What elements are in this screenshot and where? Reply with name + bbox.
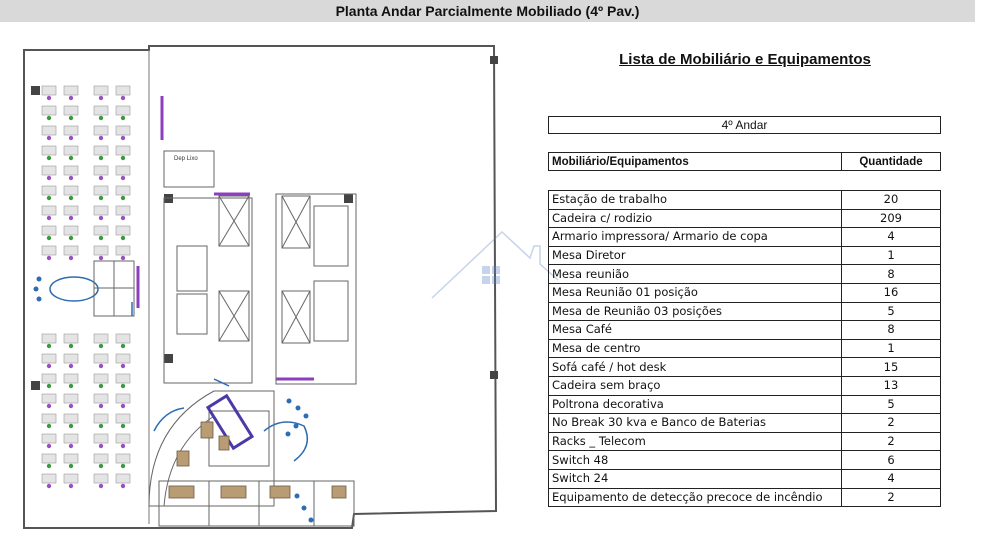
item-quantity: 4 [842, 228, 941, 247]
item-name: Cadeira c/ rodizio [549, 209, 842, 228]
item-name: Mesa reunião [549, 265, 842, 284]
page-title: Planta Andar Parcialmente Mobiliado (4º Pav.) [0, 0, 975, 22]
floor-label: 4º Andar [548, 116, 941, 134]
list-title: Lista de Mobiliário e Equipamentos [619, 51, 871, 68]
item-name: Cadeira sem braço [549, 376, 842, 395]
item-quantity: 5 [842, 395, 941, 414]
table-row [549, 376, 941, 395]
table-row [549, 191, 941, 210]
item-quantity: 209 [842, 209, 941, 228]
table-row [549, 321, 941, 340]
table-row [549, 395, 941, 414]
item-quantity: 15 [842, 358, 941, 377]
furniture-table [548, 190, 941, 507]
house-logo-icon [430, 230, 560, 310]
item-quantity: 13 [842, 376, 941, 395]
item-quantity: 20 [842, 191, 941, 210]
table-row [549, 265, 941, 284]
room-label: Dep Lixo [174, 156, 198, 162]
item-name: Mesa de Reunião 03 posições [549, 302, 842, 321]
item-quantity: 8 [842, 321, 941, 340]
item-name: Mesa de centro [549, 339, 842, 358]
table-row [549, 302, 941, 321]
list-header [548, 152, 941, 171]
item-quantity: 5 [842, 302, 941, 321]
table-row [549, 414, 941, 433]
table-row [549, 451, 941, 470]
item-quantity: 2 [842, 488, 941, 507]
item-quantity: 8 [842, 265, 941, 284]
item-quantity: 6 [842, 451, 941, 470]
item-quantity: 4 [842, 469, 941, 488]
table-row [549, 432, 941, 451]
item-quantity: 16 [842, 283, 941, 302]
item-name: Mesa Café [549, 321, 842, 340]
item-quantity: 1 [842, 246, 941, 265]
item-name: Racks _ Telecom [549, 432, 842, 451]
item-name: Poltrona decorativa [549, 395, 842, 414]
table-row [549, 246, 941, 265]
item-quantity: 2 [842, 414, 941, 433]
column-header-quantity: Quantidade [842, 153, 941, 171]
table-row [549, 469, 941, 488]
table-row [549, 209, 941, 228]
item-name: Mesa Diretor [549, 246, 842, 265]
item-quantity: 1 [842, 339, 941, 358]
table-row [549, 358, 941, 377]
item-name: Armario impressora/ Armario de copa [549, 228, 842, 247]
item-name: Mesa Reunião 01 posição [549, 283, 842, 302]
table-row [549, 283, 941, 302]
item-name: Sofá café / hot desk [549, 358, 842, 377]
item-name: Switch 48 [549, 451, 842, 470]
item-quantity: 2 [842, 432, 941, 451]
column-header-item: Mobiliário/Equipamentos [549, 153, 842, 171]
table-row [549, 228, 941, 247]
item-name: No Break 30 kva e Banco de Baterias [549, 414, 842, 433]
item-name: Switch 24 [549, 469, 842, 488]
item-name: Equipamento de detecção precoce de incêndio [549, 488, 842, 507]
item-name: Estação de trabalho [549, 191, 842, 210]
table-row [549, 339, 941, 358]
table-row [549, 488, 941, 507]
